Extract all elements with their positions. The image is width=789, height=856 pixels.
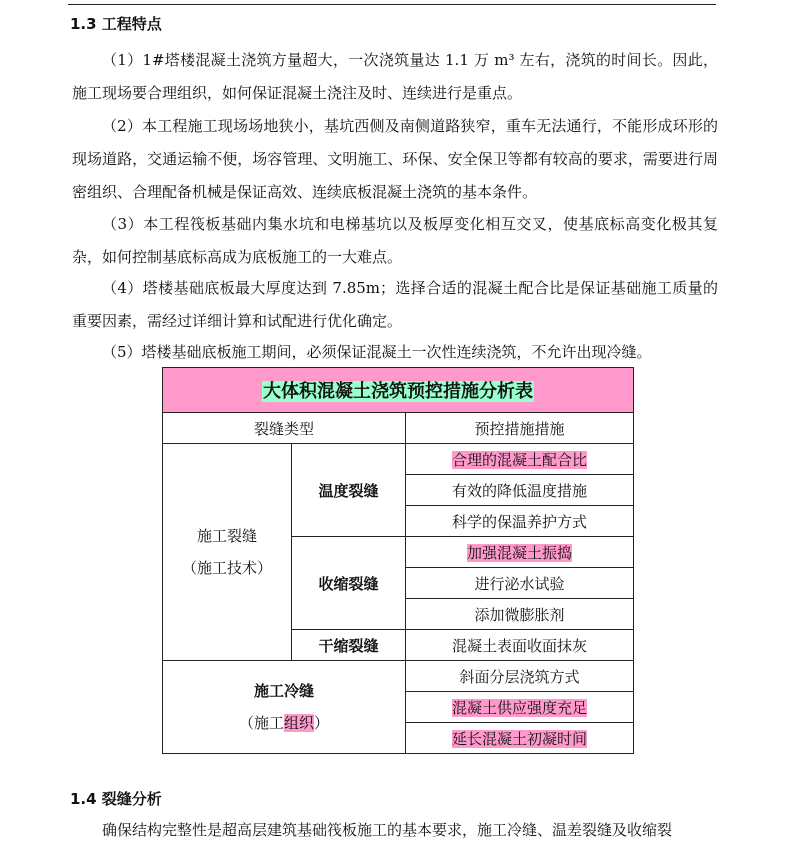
paragraph-3: （3）本工程筏板基础内集水坑和电梯基坑以及板厚变化相互交叉，使基底标高变化极其复杂，如何控制基底标高成为底板施工的一大难点。 [72, 215, 718, 266]
crack-type-temperature: 温度裂缝 [292, 444, 406, 537]
measure-text: 混凝土表面收面抹灰 [451, 636, 587, 655]
measure-text: 斜面分层浇筑方式 [459, 667, 580, 686]
paragraph-5: （5）塔楼基础底板施工期间，必须保证混凝土一次性连续浇筑，不允许出现冷缝。 [102, 343, 652, 361]
paragraph-2: （2）本工程施工现场场地狭小，基坑西侧及南侧道路狭窄，重车无法通行，不能形成环形的现场道路，交通运输不便，场容管理、文明施工、环保、安全保卫等都有较高的要求，需要进行周密组织、合理配备机械是保证高效、连续底板混凝土浇筑的基本条件。 [72, 117, 718, 201]
section-heading-1-4: 1.4 裂缝分析 [70, 790, 162, 808]
group-cold-joint [163, 661, 406, 754]
measure-text: 合理的混凝土配合比 [451, 450, 587, 469]
group-construction-crack-sub: （施工技术） [181, 559, 272, 577]
paragraph-4: （4）塔楼基础底板最大厚度达到 7.85m；选择合适的混凝土配合比是保证基础施工质量的重要因素，需经过详细计算和试配进行优化确定。 [72, 279, 718, 330]
measure-text: 混凝土供应强度充足 [451, 698, 587, 717]
cold-joint-sub-suffix: ） [314, 714, 330, 732]
measure-cell [406, 599, 634, 630]
measure-cell [406, 630, 634, 661]
table-title: 大体积混凝土浇筑预控措施分析表 [263, 381, 533, 402]
measure-cell [406, 723, 634, 754]
group-cold-joint-label: 施工冷缝 [253, 682, 314, 700]
group-construction-crack [163, 444, 292, 661]
measure-text: 有效的降低温度措施 [451, 481, 587, 500]
crack-type-dry-shrinkage: 干缩裂缝 [292, 630, 406, 661]
group-cold-joint-sub [163, 707, 405, 739]
paragraph-1: （1）1#塔楼混凝土浇筑方量超大，一次浇筑量达 1.1 万 m³ 左右，浇筑的时间长。因此，施工现场要合理组织，如何保证混凝土浇注及时、连续进行是重点。 [72, 51, 718, 102]
crack-type-shrinkage: 收缩裂缝 [292, 537, 406, 630]
section-heading-1-3: 1.3 工程特点 [70, 15, 162, 33]
top-rule [68, 4, 716, 5]
table-title-cell [163, 368, 634, 413]
measure-cell [406, 537, 634, 568]
measure-cell [406, 692, 634, 723]
measure-text: 延长混凝土初凝时间 [451, 729, 587, 748]
measure-cell [406, 568, 634, 599]
measure-text: 科学的保温养护方式 [451, 512, 587, 531]
measure-cell [406, 661, 634, 692]
cold-joint-sub-prefix: （施工 [238, 714, 284, 732]
measure-text: 进行泌水试验 [474, 574, 565, 593]
col-header-measures: 预控措施措施 [406, 413, 634, 444]
measure-text: 添加微膨胀剂 [474, 605, 565, 624]
cold-joint-sub-highlight: 组织 [283, 714, 314, 732]
measure-text: 加强混凝土振捣 [466, 543, 572, 562]
col-header-crack-type: 裂缝类型 [163, 413, 406, 444]
measure-cell [406, 444, 634, 475]
measure-cell [406, 475, 634, 506]
group-construction-crack-label: 施工裂缝 [196, 527, 257, 545]
measure-cell [406, 506, 634, 537]
prevention-analysis-table [162, 367, 634, 754]
paragraph-1-4: 确保结构完整性是超高层建筑基础筏板施工的基本要求，施工冷缝、温差裂缝及收缩裂 [102, 821, 673, 839]
